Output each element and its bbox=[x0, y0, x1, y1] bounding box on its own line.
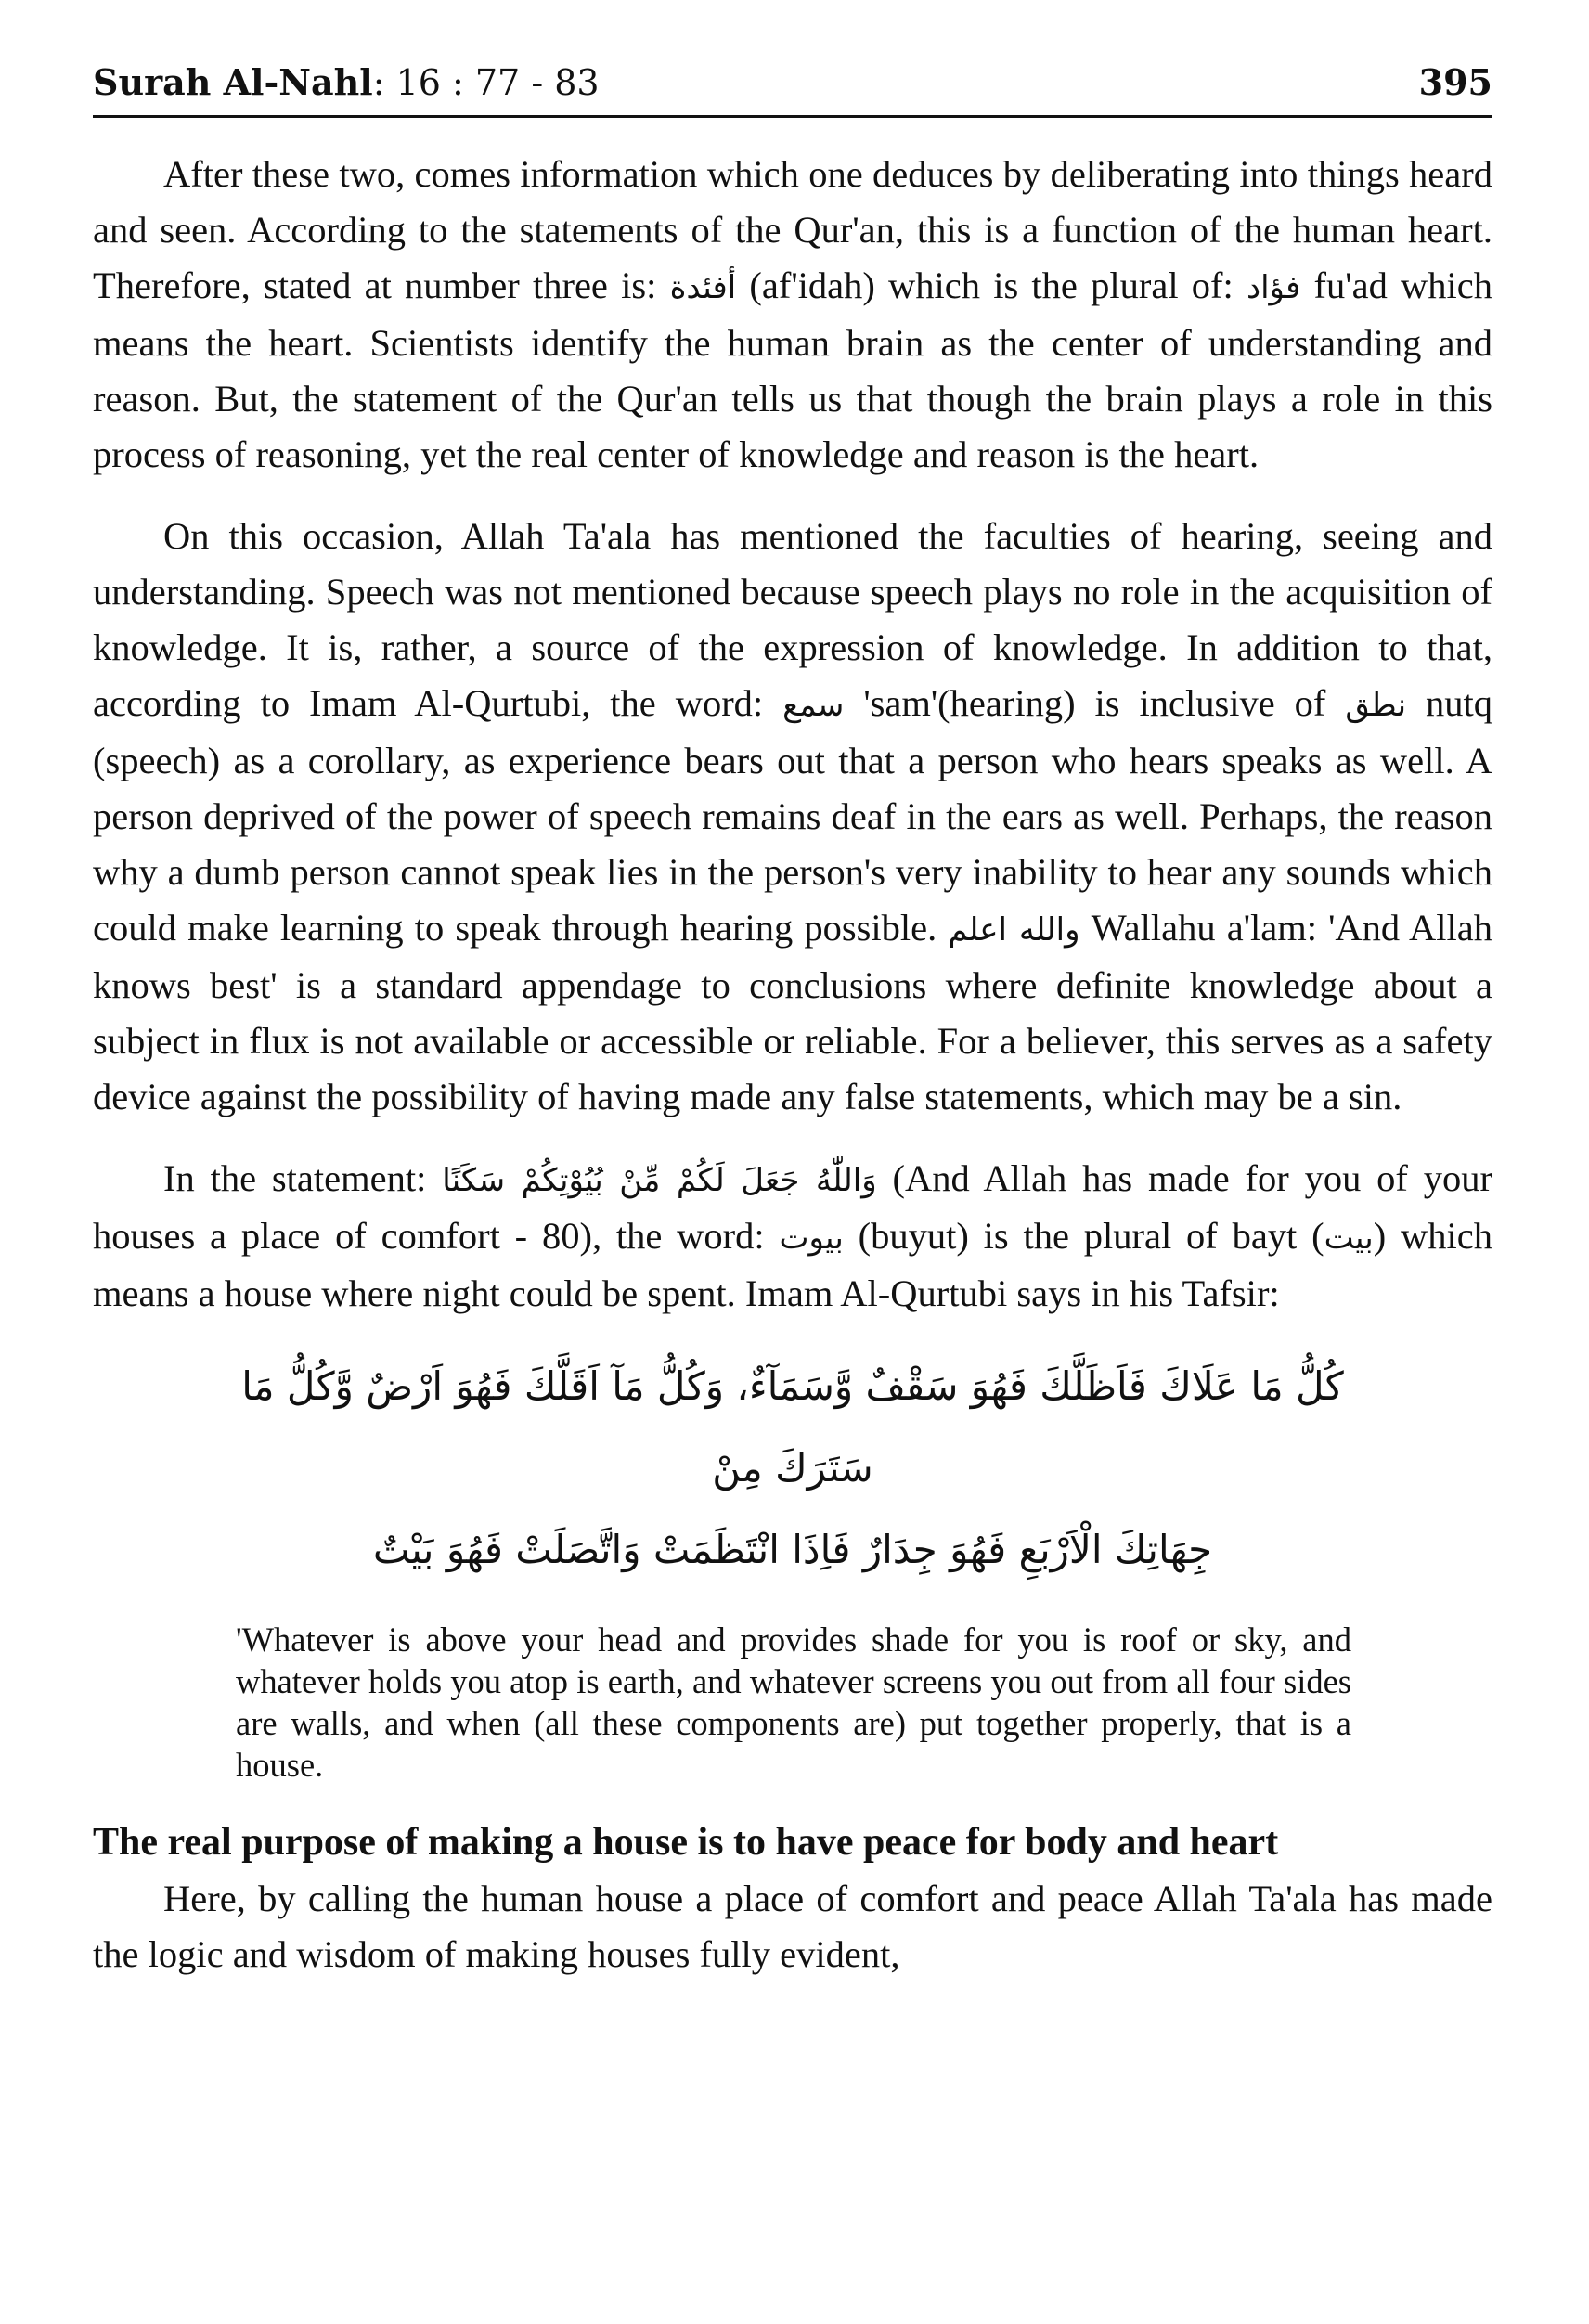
text-run: Wallahu a'lam: 'And Allah knows best' is a standard appendage to conclusions where definite knowledge about a subject in flux is not available or accessible or reliable. For a believer, this serves as a safety device against the possibility of having made any false statements, which may be a sin. bbox=[93, 907, 1493, 1117]
text-run: (And Allah has made for you of your houses a place of comfort - 80), the word: bbox=[93, 1157, 1492, 1257]
arabic-verse-80: وَاللّٰهُ جَعَلَ لَكُمْ مِّنْ بُيُوْتِكُمْ سَكَنًا bbox=[442, 1162, 877, 1199]
paragraph-1 bbox=[93, 147, 1492, 483]
text-run: fu'ad which means the heart. Scientists identify the human brain as the center of understanding and reason. But, the statement of the Qur'an tells us that though the brain plays a role in this process of reasoning, yet the real center of knowledge and reason is the heart. bbox=[93, 265, 1492, 475]
page-header bbox=[93, 54, 1492, 118]
text-run: ) which means a house where night could be spent. Imam Al-Qurtubi says in his Tafsir: bbox=[93, 1215, 1492, 1314]
text-run: In the statement: bbox=[163, 1157, 443, 1199]
arabic-quote-line-1: كُلُّ مَا عَلَاكَ فَاَظَلَّكَ فَهُوَ سَقْفٌ وَّسَمَآءٌ، وَكُلُّ مَآ اَقَلَّكَ فَهُوَ اَرْضٌ وَّكُلُّ مَا سَتَرَكَ مِنْ bbox=[241, 1363, 1344, 1491]
paragraph-2 bbox=[93, 509, 1492, 1125]
arabic-quotation bbox=[223, 1346, 1363, 1591]
surah-name: Surah Al-Nahl bbox=[93, 61, 373, 103]
text-run: (af'idah) which is the plural of: bbox=[736, 265, 1247, 306]
arabic-afidah: أفئدة bbox=[669, 269, 737, 306]
arabic-sam: سمع bbox=[782, 687, 845, 724]
verse-reference: : 16 : 77 - 83 bbox=[372, 62, 600, 103]
arabic-nutq: نطق bbox=[1345, 687, 1407, 724]
arabic-buyut: بيوت bbox=[779, 1220, 844, 1257]
section-body bbox=[93, 1871, 1492, 1982]
translation-quote: 'Whatever is above your head and provides shade for you is roof or sky, and whatever holds you atop is earth, and whatever screens you out from all four sides are walls, and when (all these components are) put together properly, that is a house. bbox=[236, 1620, 1351, 1784]
section-heading: The real purpose of making a house is to have peace for body and heart bbox=[93, 1821, 1279, 1864]
page-body bbox=[93, 147, 1492, 1982]
arabic-wallahu-alam: والله اعلم bbox=[948, 911, 1080, 949]
arabic-bayt: بيت bbox=[1324, 1220, 1374, 1257]
text-run: (buyut) is the plural of bayt ( bbox=[843, 1215, 1324, 1257]
paragraph-4: Here, by calling the human house a place of comfort and peace Allah Ta'ala has made the logic and wisdom of making houses fully evident, bbox=[93, 1878, 1492, 1975]
page-number: 395 bbox=[1418, 61, 1492, 103]
running-title bbox=[93, 61, 600, 103]
text-run: On this occasion, Allah Ta'ala has mentioned the faculties of hearing, seeing and understanding. Speech was not mentioned because speech plays no role in the acquisition of knowledge. It is, rather, a source of the expression of knowledge. In addition to that, according to Imam Al-Qurtubi, the word: bbox=[93, 515, 1492, 724]
text-run: 'sam'(hearing) is inclusive of bbox=[844, 682, 1346, 724]
text-run: nutq (speech) as a corollary, as experience bears out that a person who hears speaks as well. A person deprived of the power of speech remains deaf in the ears as well. Perhaps, the reason why a dumb person cannot speak lies in the person's very inability to hear any sounds which could make learning to speak through hearing possible. bbox=[93, 682, 1492, 949]
text-run: After these two, comes information which one deduces by deliberating into things heard and seen. According to the statements of the Qur'an, this is a function of the human heart. Therefore, stated at number three is: bbox=[93, 153, 1492, 306]
arabic-quote-line-2: جِهَاتِكَ الْاَرْبَعِ فَهُوَ جِدَارٌ فَاِذَا انْتَظَمَتْ وَاتَّصَلَتْ فَهُوَ بَيْتٌ bbox=[372, 1527, 1213, 1572]
arabic-fuad: فؤاد bbox=[1246, 269, 1301, 306]
paragraph-3 bbox=[93, 1151, 1492, 1322]
